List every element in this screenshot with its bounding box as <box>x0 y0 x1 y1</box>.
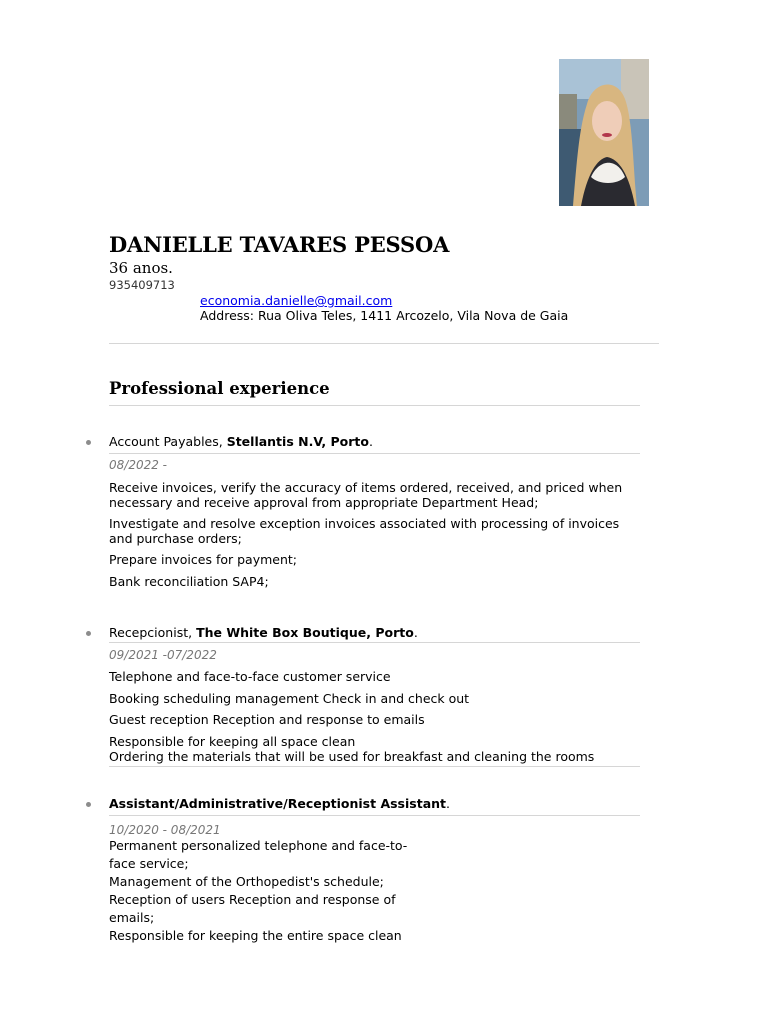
job-duty: Responsible for keeping all space clean <box>109 734 356 749</box>
job-duty: Guest reception Reception and response to emails <box>109 712 425 727</box>
job-duty: Reception of users Reception and response of <box>109 892 396 907</box>
job-duty: Bank reconciliation SAP4; <box>109 574 269 589</box>
email-link[interactable]: economia.danielle@gmail.com <box>200 293 393 308</box>
job-title <box>109 625 418 640</box>
job-duty: Booking scheduling management Check in and check out <box>109 691 470 706</box>
job-role: Recepcionist, <box>109 625 197 640</box>
job-company: Assistant/Administrative/Receptionist Assistant <box>109 796 447 811</box>
job-duty: Telephone and face-to-face customer service <box>109 669 391 684</box>
job-date: 08/2022 - <box>109 458 167 472</box>
job-title <box>109 796 450 811</box>
job-duty: Permanent personalized telephone and face-to- <box>109 838 408 853</box>
job-duty: Responsible for keeping the entire space clean <box>109 928 402 943</box>
job-date: 09/2021 -07/2022 <box>109 648 217 662</box>
bullet-icon <box>86 631 91 636</box>
job-duty: Prepare invoices for payment; <box>109 552 298 567</box>
bullet-icon <box>86 802 91 807</box>
bullet-icon <box>86 440 91 445</box>
header-divider <box>109 343 659 344</box>
job-duty: emails; <box>109 910 155 925</box>
job-divider <box>109 766 640 767</box>
job-suffix: . <box>368 434 373 449</box>
phone-number: 935409713 <box>109 278 175 292</box>
job-duty: Investigate and resolve exception invoices associated with processing of invoices and purchase orders; <box>109 516 620 546</box>
job-company: The White Box Boutique, Porto <box>196 625 414 640</box>
job-suffix: . <box>413 625 418 640</box>
address-text: Address: Rua Oliva Teles, 1411 Arcozelo, Vila Nova de Gaia <box>200 308 569 323</box>
job-date: 10/2020 - 08/2021 <box>109 823 221 837</box>
job-divider <box>109 453 640 454</box>
job-duty: Management of the Orthopedist's schedule; <box>109 874 384 889</box>
candidate-age: 36 anos. <box>109 259 173 277</box>
job-duty: Receive invoices, verify the accuracy of items ordered, received, and priced when necessary and receive approval from appropriate Department Head; <box>109 480 623 510</box>
job-divider <box>109 642 640 643</box>
profile-photo <box>559 59 649 206</box>
job-divider <box>109 815 640 816</box>
job-suffix: . <box>446 796 450 811</box>
candidate-name: DANIELLE TAVARES PESSOA <box>109 232 450 257</box>
job-company: Stellantis N.V, Porto <box>226 434 369 449</box>
job-duty: face service; <box>109 856 189 871</box>
job-role: Account Payables, <box>109 434 227 449</box>
job-duty: Ordering the materials that will be used for breakfast and cleaning the rooms <box>109 749 595 764</box>
job-title <box>109 434 373 449</box>
section-title: Professional experience <box>109 379 330 398</box>
section-divider <box>109 405 640 406</box>
